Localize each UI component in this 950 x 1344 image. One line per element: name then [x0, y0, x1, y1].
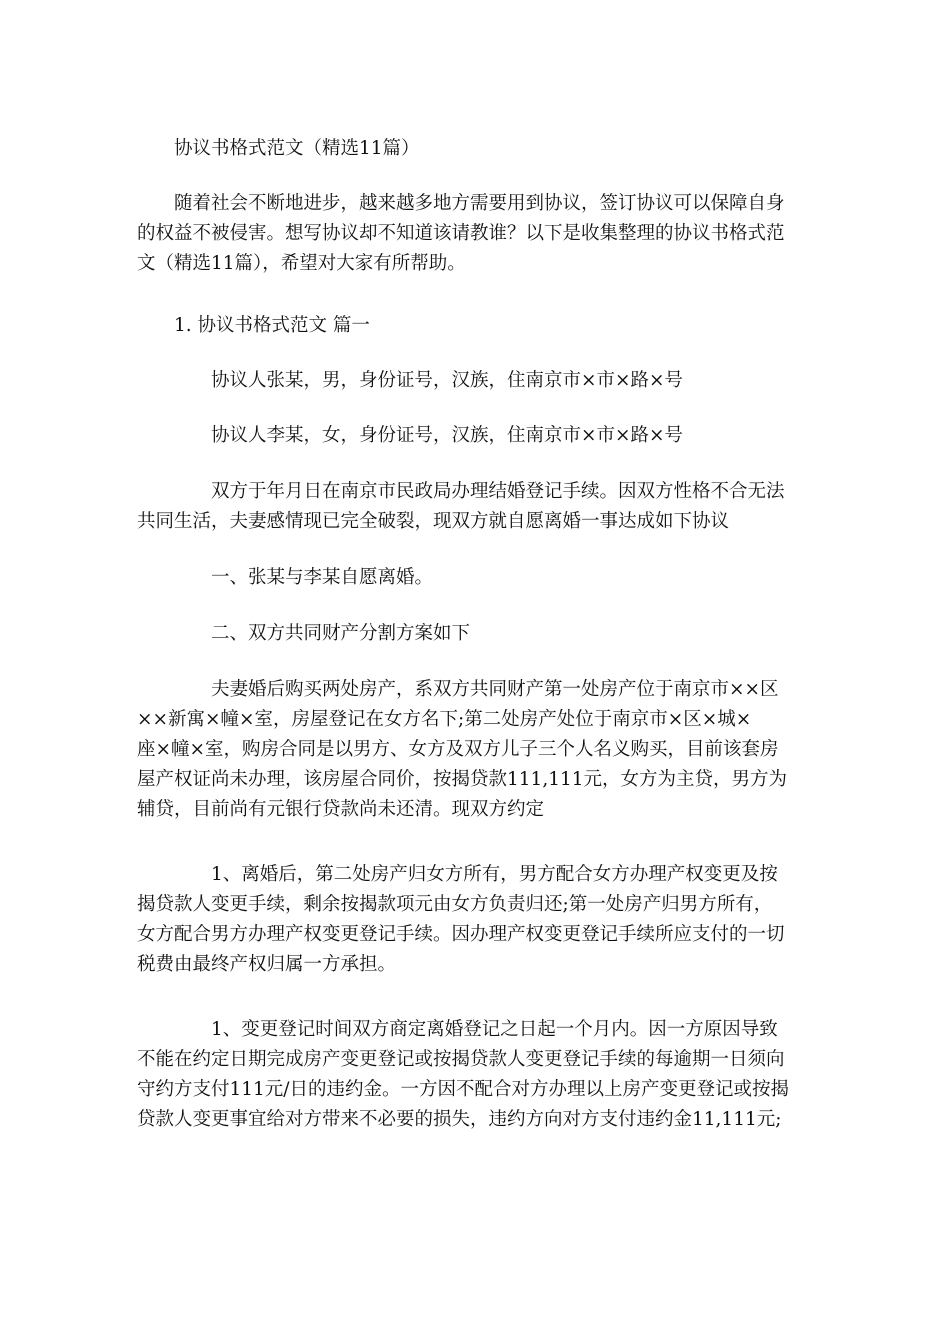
property-line: 辅贷，目前尚有元银行贷款尚未还清。现双方约定 [137, 799, 545, 820]
clause-2-line: 二、双方共同财产分割方案如下 [211, 623, 471, 644]
item-1a-line: 女方配合男方办理产权变更登记手续。因办理产权变更登记手续所应支付的一切 [137, 924, 785, 945]
item-1a-line: 税费由最终产权归属一方承担。 [137, 954, 397, 975]
intro-line: 的权益不被侵害。想写协议却不知道该请教谁？以下是收集整理的协议书格式范 [137, 223, 785, 244]
background-line: 共同生活，夫妻感情现已完全破裂，现双方就自愿离婚一事达成如下协议 [137, 511, 730, 532]
clause-1-line: 一、张某与李某自愿离婚。 [211, 567, 434, 588]
item-1b-paragraph [137, 1015, 817, 1135]
item-1a-paragraph [137, 860, 817, 980]
section-heading [137, 311, 817, 341]
property-paragraph [137, 675, 817, 825]
party-b-paragraph [137, 421, 817, 451]
party-b-line: 协议人李某，女，身份证号，汉族，住南京市×市×路×号 [211, 425, 684, 446]
item-1b-line: 1、变更登记时间双方商定离婚登记之日起一个月内。因一方原因导致 [211, 1019, 778, 1040]
property-line: ××新寓×幢×室，房屋登记在女方名下;第二处房产处位于南京市×区×城× [137, 709, 752, 730]
section-heading-text: 1. 协议书格式范文 篇一 [174, 315, 370, 336]
item-1a-line: 揭贷款人变更手续，剩余按揭款项元由女方负责归还;第一处房产归男方所有， [137, 894, 773, 915]
background-paragraph [137, 477, 817, 537]
clause-2-paragraph [137, 619, 817, 649]
item-1a-line: 1、离婚后，第二处房产归女方所有，男方配合女方办理产权变更及按 [211, 864, 778, 885]
intro-paragraph [137, 189, 817, 279]
document-title-text: 协议书格式范文（精选11篇） [174, 138, 420, 159]
intro-line: 文（精选11篇），希望对大家有所帮助。 [137, 253, 466, 274]
clause-1-paragraph [137, 563, 817, 593]
property-line: 屋产权证尚未办理，该房屋合同价，按揭贷款111,111元，女方为主贷，男方为 [137, 769, 788, 790]
party-a-paragraph [137, 366, 817, 396]
background-line: 双方于年月日在南京市民政局办理结婚登记手续。因双方性格不合无法 [211, 481, 785, 502]
property-line: 夫妻婚后购买两处房产，系双方共同财产第一处房产位于南京市××区 [211, 679, 779, 700]
property-line: 座×幢×室，购房合同是以男方、女方及双方儿子三个人名义购买，目前该套房 [137, 739, 779, 760]
party-a-line: 协议人张某，男，身份证号，汉族，住南京市×市×路×号 [211, 370, 684, 391]
item-1b-line: 守约方支付111元/日的违约金。一方因不配合对方办理以上房产变更登记或按揭 [137, 1079, 790, 1100]
intro-line: 随着社会不断地进步，越来越多地方需要用到协议，签订协议可以保障自身 [174, 193, 785, 214]
document-title [137, 134, 817, 164]
item-1b-line: 贷款人变更事宜给对方带来不必要的损失，违约方向对方支付违约金11,111元; [137, 1109, 782, 1130]
item-1b-line: 不能在约定日期完成房产变更登记或按揭贷款人变更登记手续的每逾期一日须向 [137, 1049, 785, 1070]
